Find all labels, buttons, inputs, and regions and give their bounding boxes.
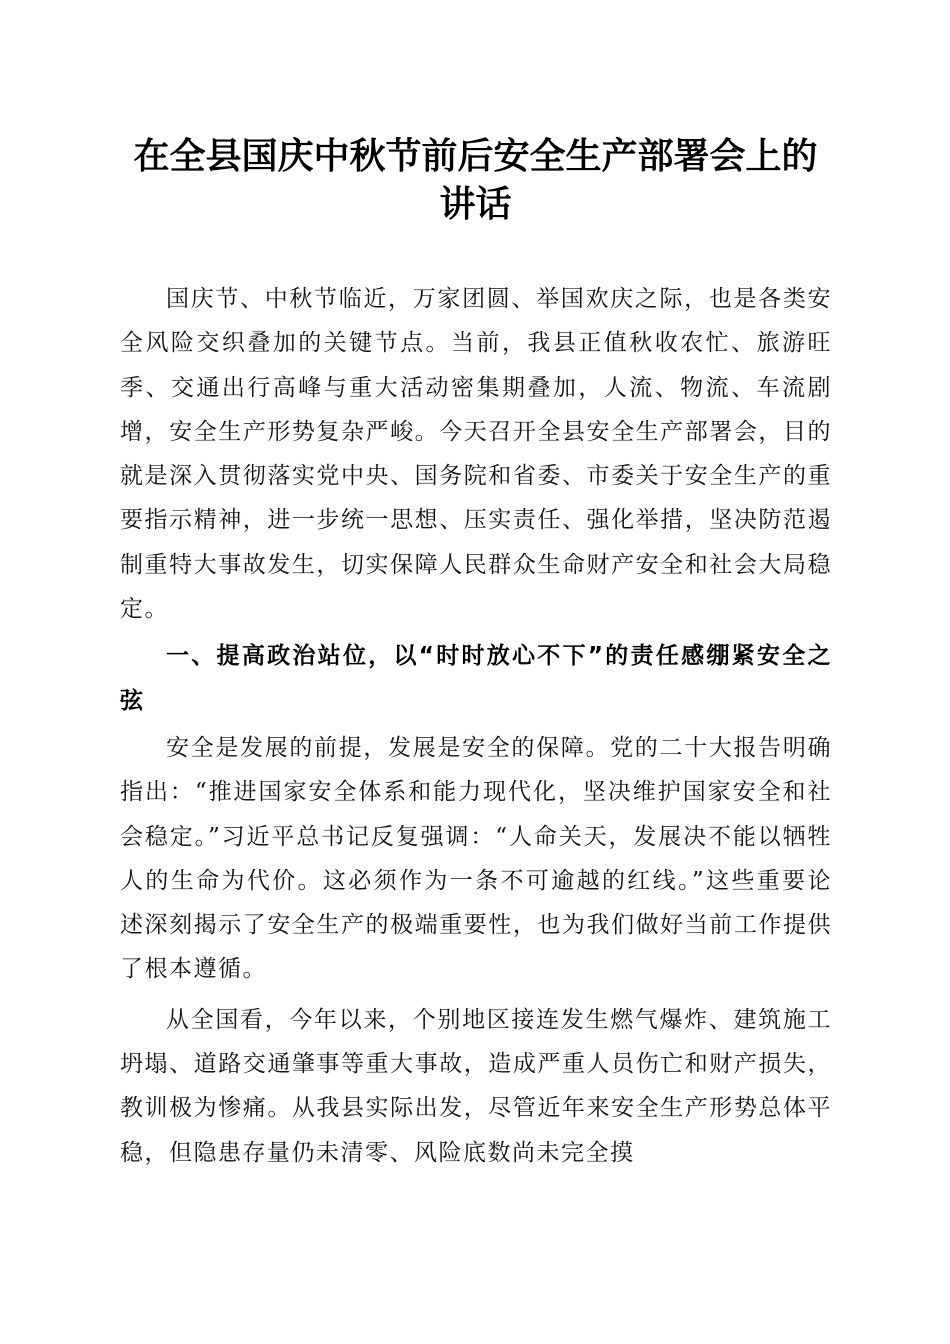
section-heading-1: 一、提高政治站位，以“时时放心不下”的责任感绷紧安全之弦 <box>120 643 832 714</box>
document-body <box>120 277 832 1175</box>
document-title: 在全县国庆中秋节前后安全生产部署会上的讲话 <box>133 135 818 225</box>
body-paragraph-3: 从全国看，今年以来，个别地区接连发生燃气爆炸、建筑施工坍塌、道路交通肇事等重大事故，造成严重人员伤亡和财产损失，教训极为惨痛。从我县实际出发，尽管近年来安全生产形势总体平稳，但隐患存量仍未清零、风险底数尚未完全摸 <box>120 1006 832 1166</box>
intro-paragraph: 国庆节、中秋节临近，万家团圆、举国欢庆之际，也是各类安全风险交织叠加的关键节点。当前，我县正值秋收农忙、旅游旺季、交通出行高峰与重大活动密集期叠加，人流、物流、车流剧增，安全生产形势复杂严峻。今天召开全县安全生产部署会，目的就是深入贯彻落实党中央、国务院和省委、市委关于安全生产的重要指示精神，进一步统一思想、压实责任、强化举措，坚决防范遏制重特大事故发生，切实保障人民群众生命财产安全和社会大局稳定。 <box>120 286 832 623</box>
body-paragraph-2: 安全是发展的前提，发展是安全的保障。党的二十大报告明确指出：“推进国家安全体系和能力现代化，坚决维护国家安全和社会稳定。”习近平总书记反复强调：“人命关天，发展决不能以牺牲人的生命为代价。这必须作为一条不可逾越的红线。”这些重要论述深刻揭示了安全生产的极端重要性，也为我们做好当前工作提供了根本遵循。 <box>120 734 832 983</box>
